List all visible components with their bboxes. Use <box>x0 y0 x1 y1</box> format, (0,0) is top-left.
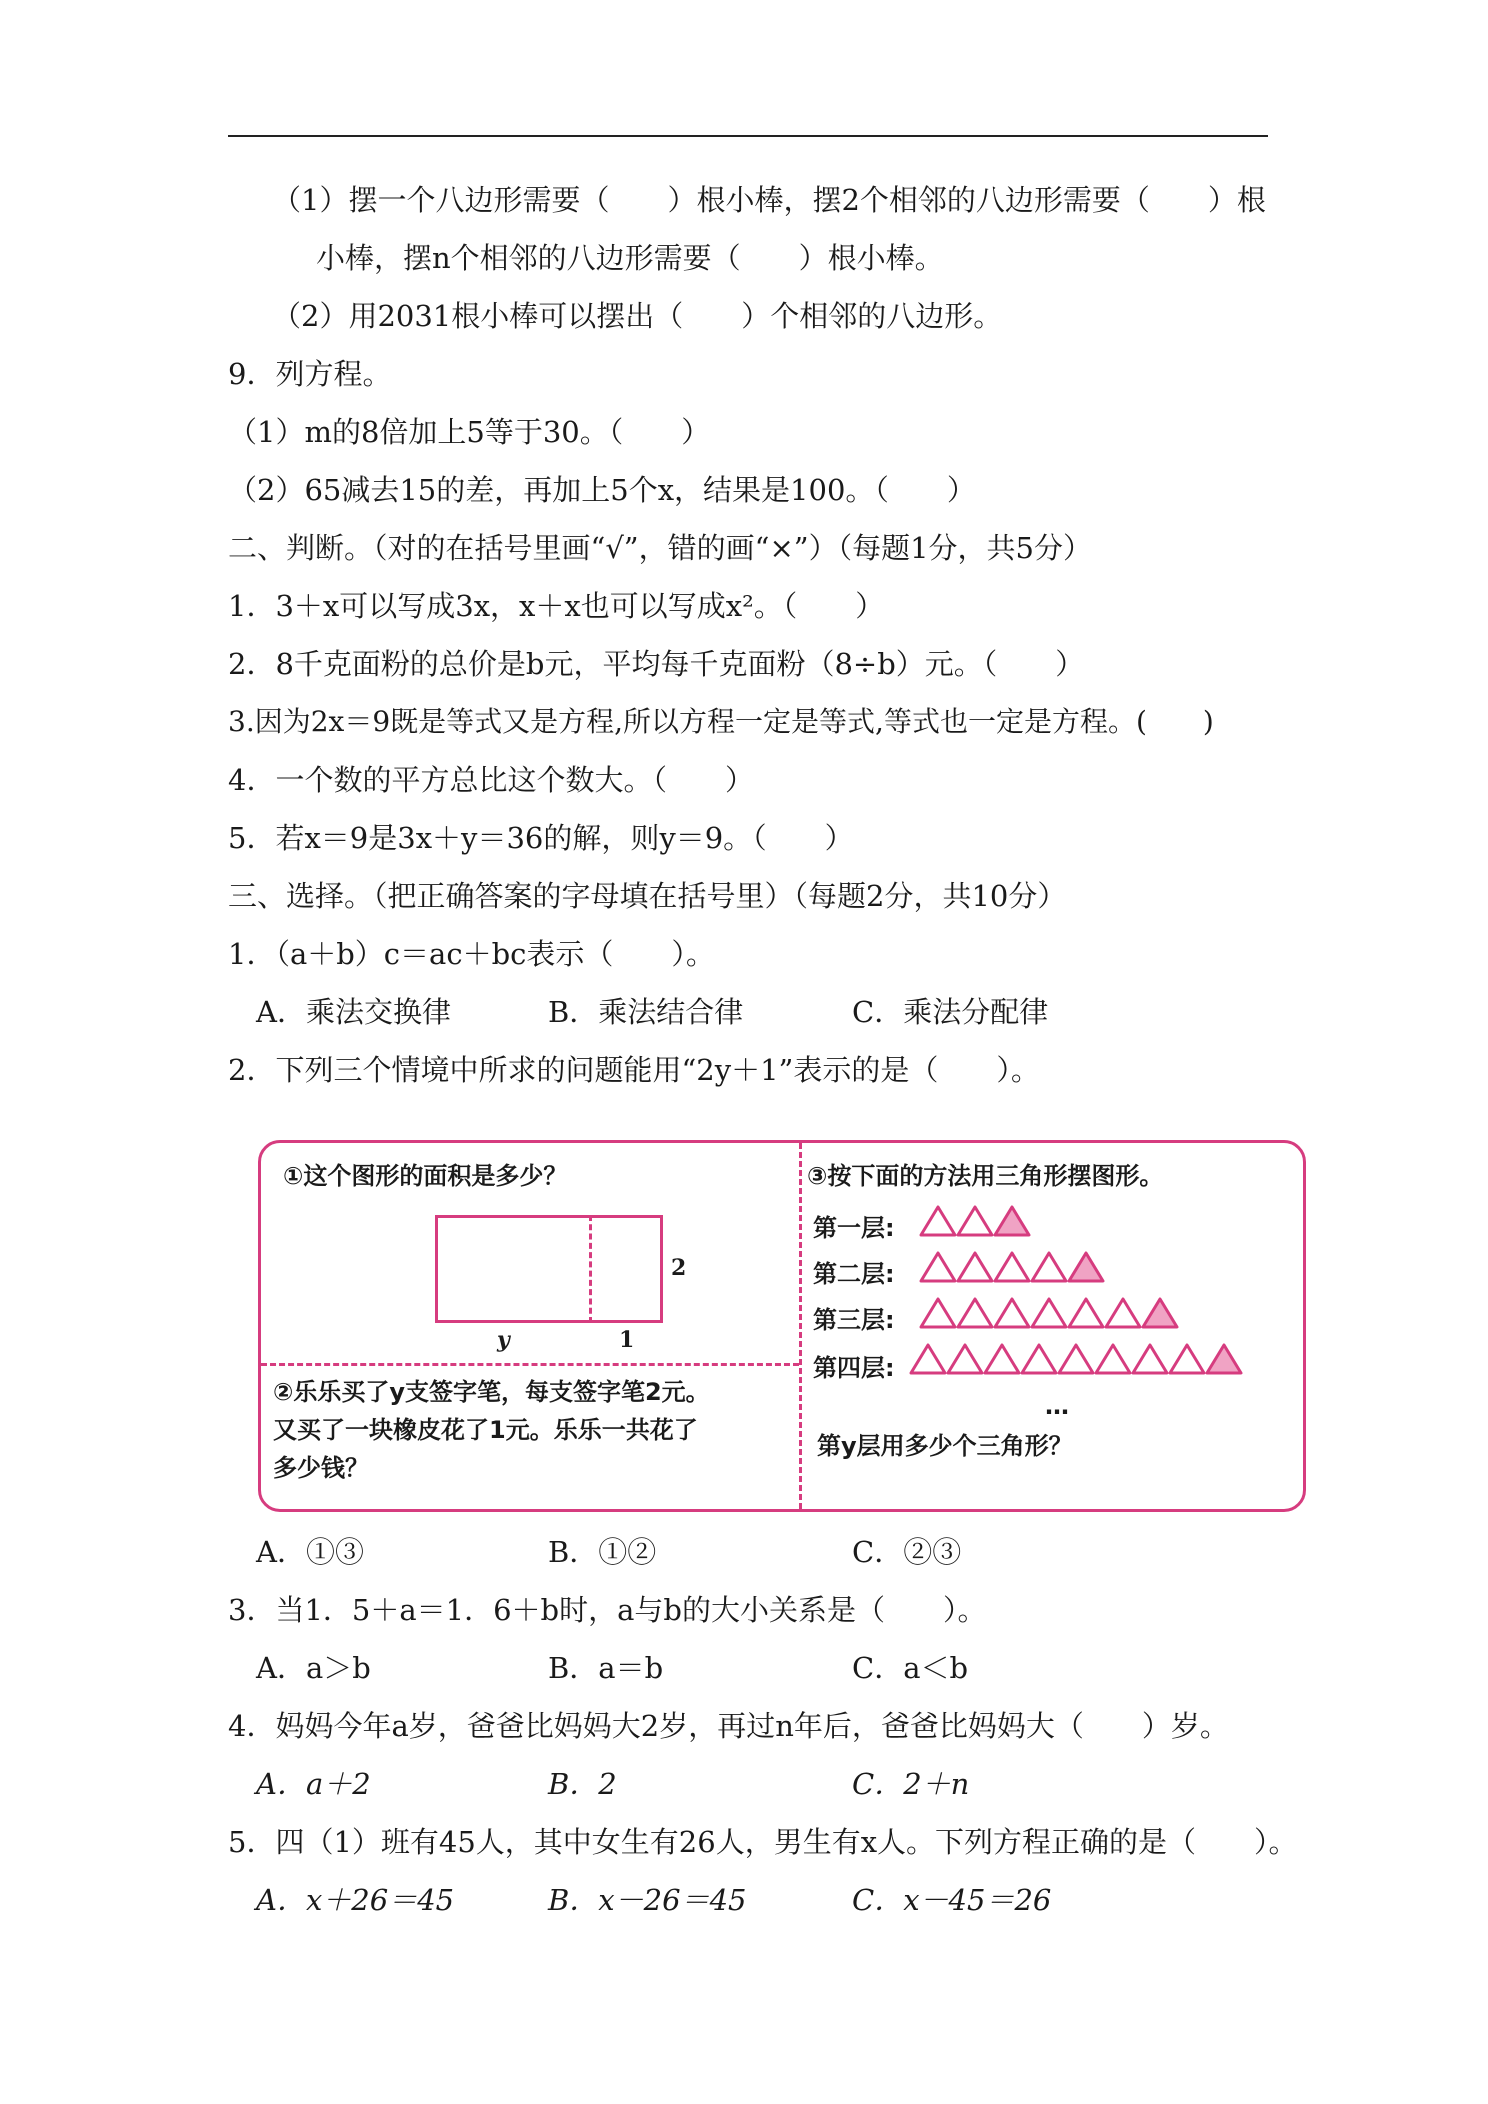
scenario-2-line-1: ②乐乐买了y支签字笔，每支签字笔2元。 <box>273 1378 710 1406</box>
judge-1: 1．3＋x可以写成3x，x＋x也可以写成x²。（ ） <box>228 589 885 623</box>
choice-5-option-a: A．x＋26＝45 <box>256 1883 455 1917</box>
triangle-layer-3-5 <box>1069 1299 1103 1327</box>
choice-3-option-a: A．a＞b <box>256 1651 371 1685</box>
choice-3: 3．当1．5＋a＝1．6＋b时，a与b的大小关系是（ ）。 <box>228 1593 987 1627</box>
choice-2-option-b: B．①② <box>548 1535 657 1569</box>
q8-part1-line1: （1）摆一个八边形需要（ ）根小棒，摆2个相邻的八边形需要（ ）根 <box>272 183 1266 217</box>
header-rule <box>228 135 1268 137</box>
triangle-layer-3-6 <box>1106 1299 1140 1327</box>
triangle-layer-2-3 <box>995 1253 1029 1281</box>
triangle-layer-3-1 <box>921 1299 955 1327</box>
choice-4-option-b: B．2 <box>548 1767 617 1801</box>
triangle-pattern <box>261 1143 1303 1509</box>
choice-2: 2．下列三个情境中所求的问题能用“2y＋1”表示的是（ ）。 <box>228 1053 1040 1087</box>
choice-2-option-a: A．①③ <box>256 1535 364 1569</box>
choice-2-figure <box>258 1140 1306 1512</box>
triangle-layer-1-3 <box>995 1207 1029 1235</box>
choice-1-option-c: C．乘法分配律 <box>852 995 1049 1029</box>
q9-part1: （1）m的8倍加上5等于30。（ ） <box>228 415 711 449</box>
triangle-layer-3-3 <box>995 1299 1029 1327</box>
triangle-layer-4-3 <box>985 1345 1019 1373</box>
scenario-2-line-2: 又买了一块橡皮花了1元。乐乐一共花了 <box>273 1416 698 1444</box>
judge-2: 2．8千克面粉的总价是b元，平均每千克面粉（8÷b）元。（ ） <box>228 647 1085 681</box>
scenario-1-y-label: y <box>497 1327 510 1353</box>
triangle-layer-4-8 <box>1170 1345 1204 1373</box>
triangle-layer-3-7 <box>1143 1299 1177 1327</box>
choice-2-option-c: C．②③ <box>852 1535 962 1569</box>
layer-3-label: 第三层: <box>813 1306 895 1334</box>
triangle-layer-3-2 <box>958 1299 992 1327</box>
choice-1: 1．（a＋b）c＝ac＋bc表示（ ）。 <box>228 937 715 971</box>
layer-4-label: 第四层: <box>813 1354 895 1382</box>
judge-3: 3.因为2x＝9既是等式又是方程,所以方程一定是等式,等式也一定是方程。( ) <box>228 705 1214 738</box>
triangle-layer-2-1 <box>921 1253 955 1281</box>
triangle-layer-2-4 <box>1032 1253 1066 1281</box>
section-3-heading: 三、选择。（把正确答案的字母填在括号里）（每题2分，共10分） <box>228 879 1067 913</box>
scenario-3-question: 第y层用多少个三角形？ <box>817 1432 1073 1460</box>
layer-ellipsis: … <box>1045 1392 1069 1420</box>
choice-1-option-b: B．乘法结合律 <box>548 995 744 1029</box>
choice-3-option-c: C．a＜b <box>852 1651 969 1685</box>
layer-1-label: 第一层: <box>813 1214 895 1242</box>
q9-heading: 9．列方程。 <box>228 357 392 391</box>
scenario-1-one-label: 1 <box>619 1327 635 1353</box>
triangle-layer-1-1 <box>921 1207 955 1235</box>
scenario-3-intro: ③按下面的方法用三角形摆图形。 <box>807 1162 1164 1190</box>
triangle-layer-4-1 <box>911 1345 945 1373</box>
choice-1-option-a: A．乘法交换律 <box>256 995 451 1029</box>
choice-4: 4．妈妈今年a岁，爸爸比妈妈大2岁，再过n年后，爸爸比妈妈大（ ）岁。 <box>228 1709 1229 1743</box>
scenario-2-line-3: 多少钱？ <box>273 1454 369 1482</box>
section-2-heading: 二、判断。（对的在括号里画“√”，错的画“×”）（每题1分，共5分） <box>228 531 1092 565</box>
choice-4-option-a: A．a＋2 <box>256 1767 371 1801</box>
choice-5-option-b: B．x－26＝45 <box>548 1883 747 1917</box>
judge-4: 4．一个数的平方总比这个数大。（ ） <box>228 763 754 797</box>
triangle-layer-4-2 <box>948 1345 982 1373</box>
choice-3-option-b: B．a＝b <box>548 1651 664 1685</box>
choice-4-option-c: C．2＋n <box>852 1767 970 1801</box>
triangle-layer-3-4 <box>1032 1299 1066 1327</box>
triangle-layer-4-7 <box>1133 1345 1167 1373</box>
judge-5: 5．若x＝9是3x＋y＝36的解，则y＝9。（ ） <box>228 821 854 855</box>
choice-5-option-c: C．x－45＝26 <box>852 1883 1052 1917</box>
q9-part2: （2）65减去15的差，再加上5个x，结果是100。（ ） <box>228 473 976 507</box>
choice-5: 5．四（1）班有45人，其中女生有26人，男生有x人。下列方程正确的是（ ）。 <box>228 1825 1298 1859</box>
q8-part2: （2）用2031根小棒可以摆出（ ）个相邻的八边形。 <box>272 299 1003 333</box>
scenario-1-question: ①这个图形的面积是多少？ <box>283 1162 568 1190</box>
triangle-layer-4-9 <box>1207 1345 1241 1373</box>
triangle-layer-1-2 <box>958 1207 992 1235</box>
triangle-layer-2-5 <box>1069 1253 1103 1281</box>
q8-part1-line2: 小棒，摆n个相邻的八边形需要（ ）根小棒。 <box>316 241 944 275</box>
scenario-1-side-label: 2 <box>671 1255 687 1281</box>
triangle-layer-4-6 <box>1096 1345 1130 1373</box>
triangle-layer-2-2 <box>958 1253 992 1281</box>
triangle-layer-4-5 <box>1059 1345 1093 1373</box>
triangle-layer-4-4 <box>1022 1345 1056 1373</box>
layer-2-label: 第二层: <box>813 1260 895 1288</box>
